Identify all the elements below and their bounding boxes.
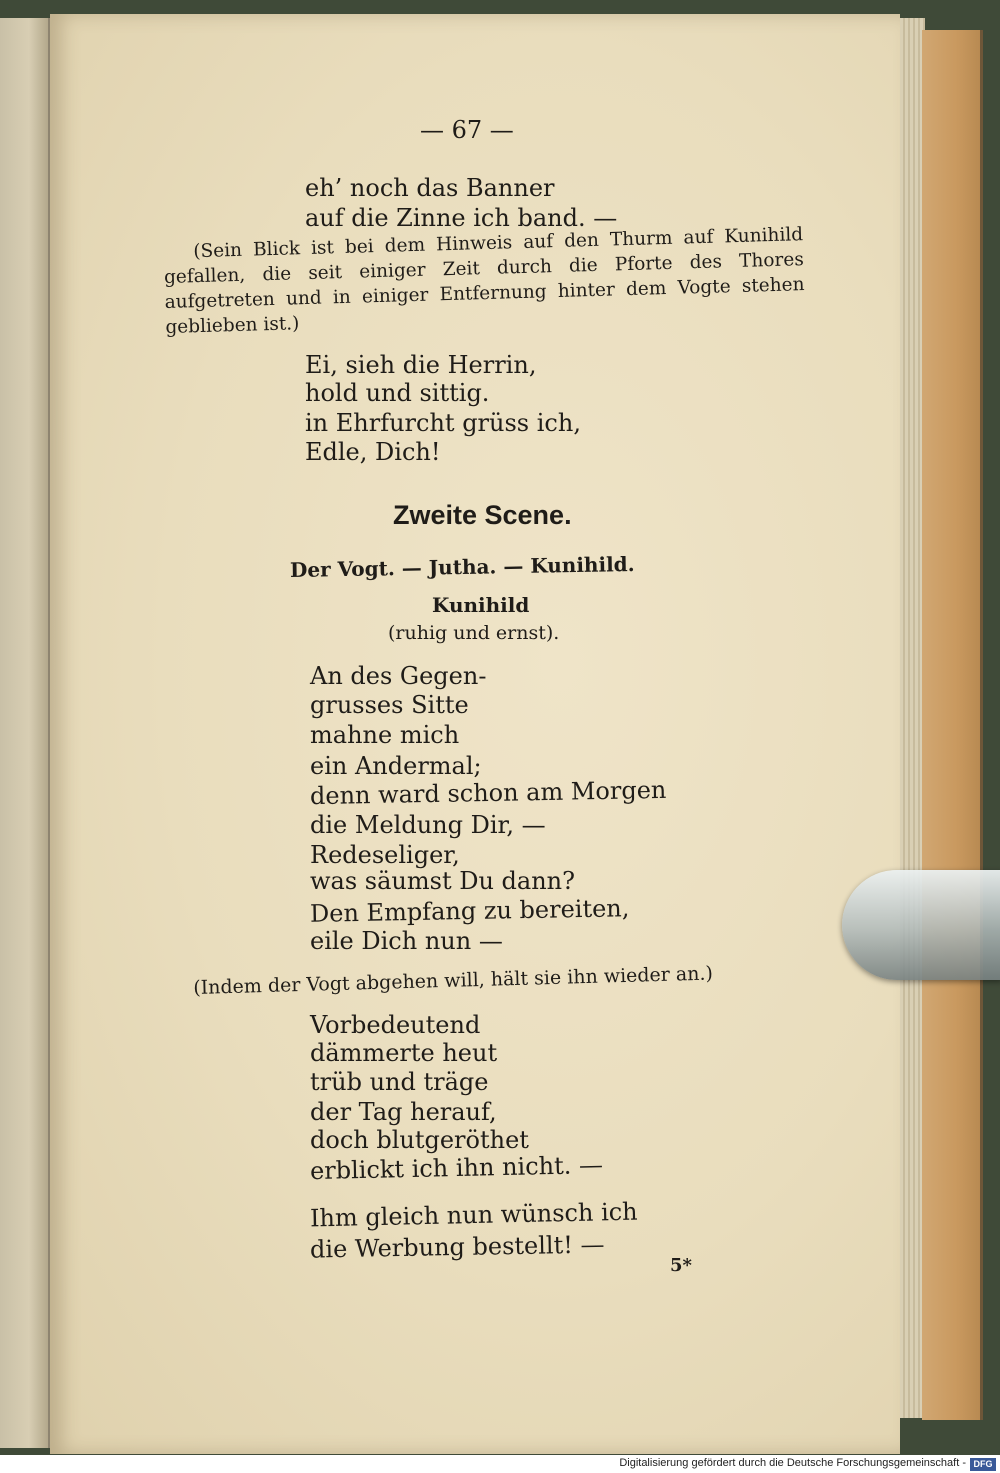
verse-line: eh’ noch das Banner: [305, 174, 555, 202]
stage-direction: (Sein Blick ist bei dem Hinweis auf den Thurm auf Kunihild gefallen, die seit einiger Zeit durch die Pforte des Thores aufgetreten und in einiger Entfernung hinter dem Vogte stehen geblieben ist.): [163, 224, 805, 338]
verse-line: erblickt ich ihn nicht. —: [309, 1150, 604, 1186]
verse-line: Vorbedeutend: [310, 1011, 481, 1039]
verse-line: die Meldung Dir, —: [310, 811, 546, 839]
verse-line: ein Andermal;: [310, 752, 482, 780]
verse-line: doch blutgeröthet: [310, 1126, 529, 1154]
verse-line: Ihm gleich nun wünsch ich: [309, 1197, 638, 1233]
verse-line: was säumst Du dann?: [310, 867, 576, 895]
verse-line: Redeseliger,: [310, 841, 460, 869]
verse-line: auf die Zinne ich band. —: [305, 204, 618, 232]
verse-line: in Ehrfurcht grüss ich,: [305, 409, 581, 437]
cast-list: Der Vogt. — Jutha. — Kunihild.: [289, 551, 635, 583]
speaker-name: Kunihild: [432, 593, 530, 617]
left-page-edge: [0, 18, 50, 1448]
page-number: — 67 —: [420, 116, 514, 144]
verse-line: dämmerte heut: [310, 1039, 498, 1067]
verse-line: die Werbung bestellt! —: [309, 1230, 605, 1264]
scene-heading: Zweite Scene.: [393, 500, 572, 530]
page-clamp: [842, 870, 1000, 980]
verse-line: Ei, sieh die Herrin,: [305, 351, 537, 379]
verse-line: Edle, Dich!: [305, 438, 441, 466]
verse-line: eile Dich nun —: [310, 927, 503, 955]
footer-credit: Digitalisierung gefördert durch die Deutsche Forschungsgemeinschaft -: [619, 1457, 966, 1469]
verse-line: grusses Sitte: [310, 691, 469, 719]
verse-line: Den Empfang zu bereiten,: [309, 894, 630, 928]
verse-line: trüb und träge: [310, 1068, 489, 1096]
verse-line: denn ward schon am Morgen: [309, 775, 667, 811]
book-cover-edge: [922, 30, 983, 1420]
speaker-direction: (ruhig und ernst).: [388, 622, 560, 644]
verse-line: hold und sittig.: [305, 379, 490, 407]
stage-direction: (Indem der Vogt abgehen will, hält sie ihn wieder an.): [193, 962, 714, 999]
signature-mark: 5*: [670, 1255, 692, 1276]
verse-line: mahne mich: [310, 721, 460, 749]
dfg-logo: DFG: [970, 1458, 996, 1471]
verse-line: der Tag herauf,: [310, 1098, 497, 1126]
verse-line: An des Gegen-: [310, 662, 487, 690]
